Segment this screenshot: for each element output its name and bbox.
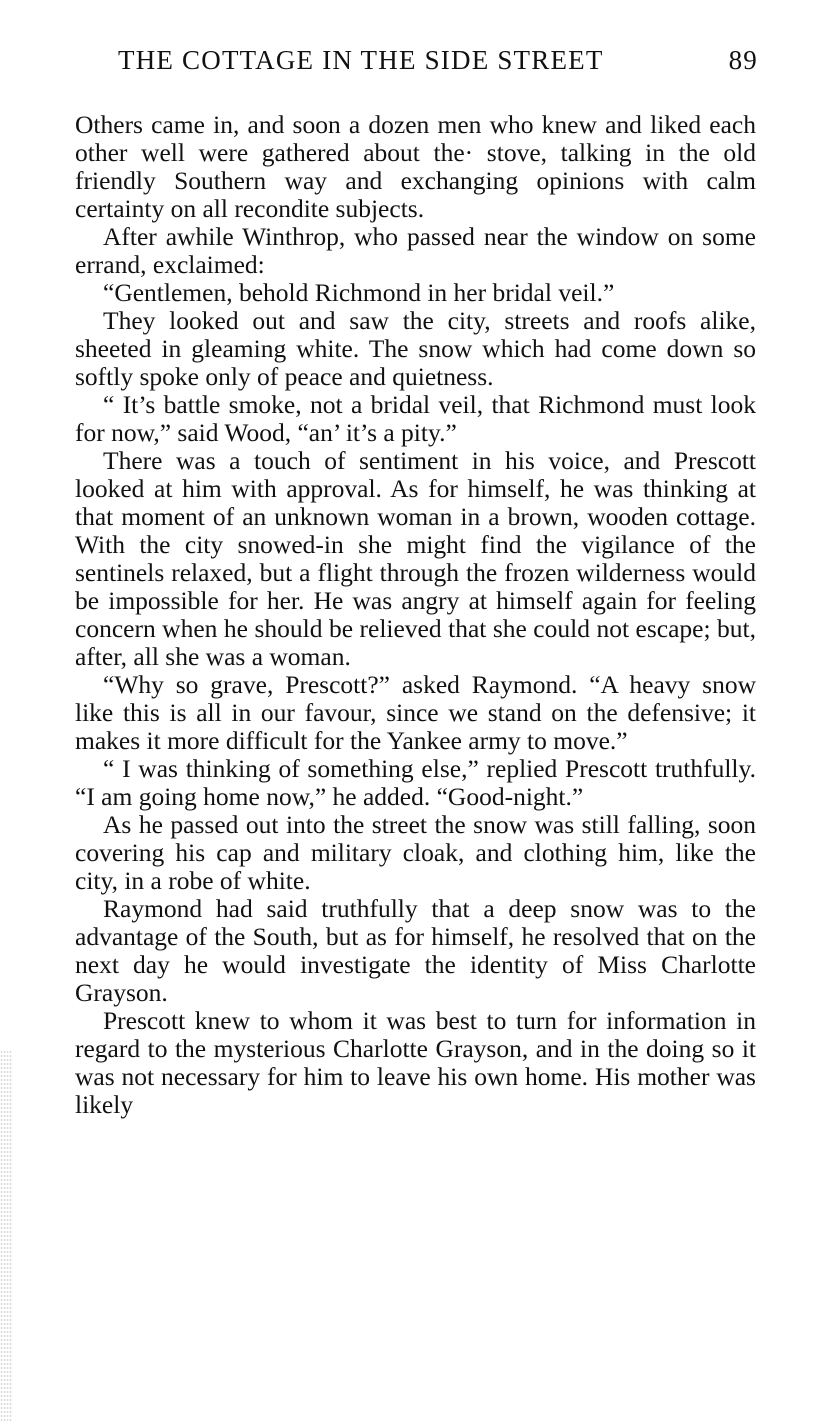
paragraph: After awhile Winthrop, who passed near the window on some errand, exclaimed: [75,222,756,279]
paragraph: “Why so grave, Prescott?” asked Raymond. “A heavy snow like this is all in our favour, since we stand on the defensive; it makes it more difficult for the Yankee army to move.” [75,670,756,755]
paragraph: As he passed out into the street the snow was still falling, soon covering his cap and military cloak, and clothing him, like the city, in a robe of white. [75,810,756,895]
paragraph: There was a touch of sentiment in his voice, and Prescott looked at him with approval. As for himself, he was thinking at that moment of an unknown woman in a brown, wooden cottage. With the city snowed-in she might find the vigilance of the sentinels relaxed, but a flight through the frozen wilderness would be impossible for her. He was angry at himself again for feeling concern when he should be relieved that she could not escape; but, after, all she was a woman. [75,446,756,671]
page-number: 89 [728,45,758,75]
paragraph: “Gentlemen, behold Richmond in her bridal veil.” [103,278,615,307]
running-title: THE COTTAGE IN THE SIDE STREET [118,45,604,75]
paragraph: They looked out and saw the city, streets and roofs alike, sheeted in gleaming white. The snow which had come down so softly spoke only of peace and quietness. [75,306,756,391]
paragraph: Raymond had said truthfully that a deep snow was to the advantage of the South, but as for himself, he resolved that on the next day he would investigate the identity of Miss Charlotte Grayson. [75,894,756,1007]
running-head [118,45,758,85]
paragraph: Others came in, and soon a dozen men who knew and liked each other well were gathered about the· stove, talking in the old friendly Southern way and exchanging opinions with calm certainty on all recondite subjects. [75,110,756,223]
body-text [75,111,756,1119]
paragraph: Prescott knew to whom it was best to turn for information in regard to the mysterious Charlotte Grayson, and in the doing so it was not necessary for him to leave his own home. His mother was likely [75,1006,756,1119]
paragraph: “ I was thinking of something else,” replied Prescott truthfully. “I am going home now,” he added. “Good-night.” [75,754,756,811]
paragraph: “ It’s battle smoke, not a bridal veil, that Richmond must look for now,” said Wood, “an’ it’s a pity.” [75,390,756,447]
scan-edge-noise [0,1050,12,1422]
